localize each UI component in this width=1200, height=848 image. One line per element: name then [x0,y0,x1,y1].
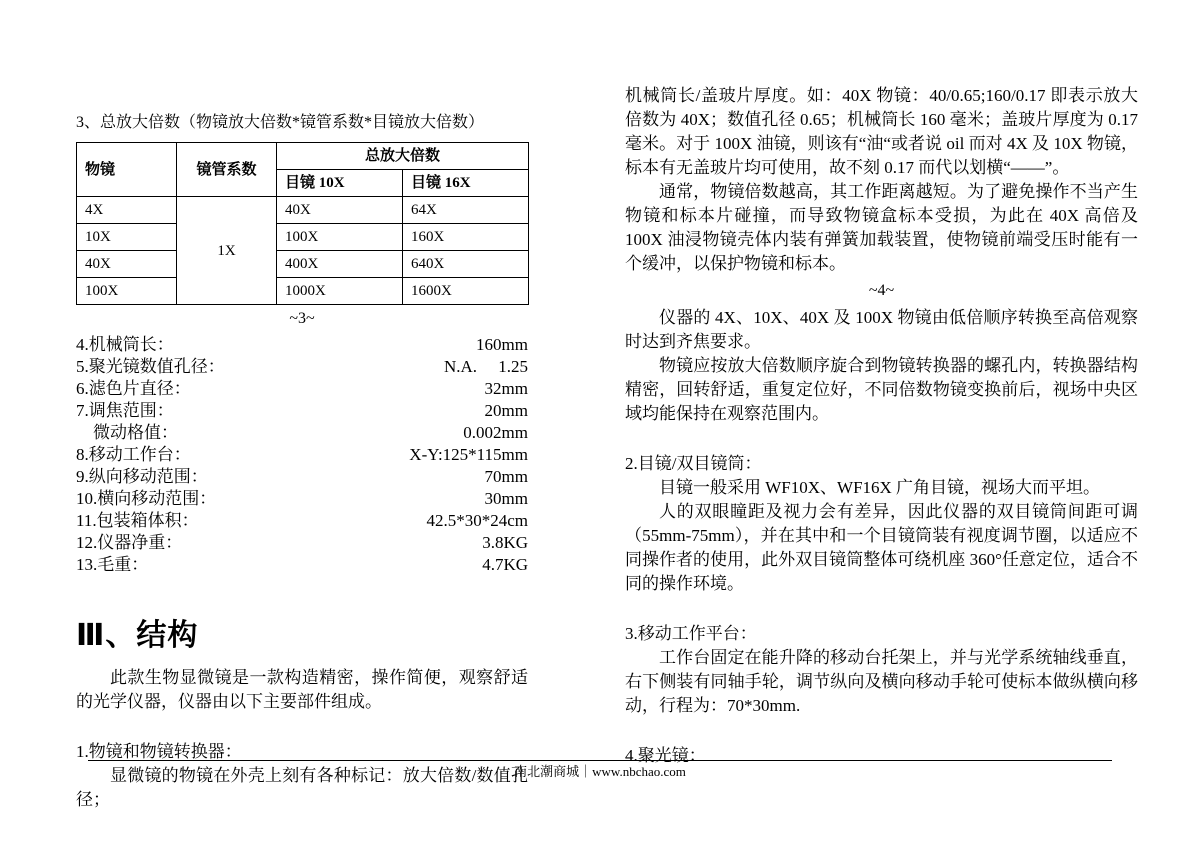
table-cell-16x: 1600X [403,278,529,305]
spec-value: 42.5*30*24cm [426,511,528,530]
spec-label: 12.仪器净重： [76,533,183,552]
table-cell-16x: 160X [403,224,529,251]
working-distance-paragraph: 通常，物镜倍数越高，其工作距离越短。为了避免操作不当产生物镜和标本片碰撞，而导致物镜盒标本受损，为此在 40X 高倍及 100X 油浸物镜壳体内装有弹簧加载装置，使物镜前端受压时能有一个缓冲，以保护物镜和标本。 [625,182,1138,273]
table-cell-10x: 400X [277,251,403,278]
header-total-magnification: 总放大倍数 [277,143,529,170]
spec-row-filter-diameter [76,378,528,400]
spec-list [76,334,528,576]
table-row [77,197,529,224]
left-column [76,112,528,812]
spec-row-condenser-na [76,356,528,378]
item3-paragraph: 工作台固定在能升降的移动台托架上，并与光学系统轴线垂直，右下侧装有同轴手轮，调节纵向及横向移动手轮可使标本做纵横向移动，行程为：70*30mm. [625,648,1138,715]
page-number-4: ~4~ [868,282,895,299]
spec-label: 微动格值： [93,423,178,442]
section-heading-structure: Ⅲ、结构 [76,619,199,652]
spec-label: 5.聚光镜数值孔径： [76,357,225,376]
spec-row-stage [76,444,528,466]
right-column [625,84,1138,768]
spec-label: 7.调焦范围： [76,401,174,420]
table-cell-tube-factor: 1X [177,197,277,305]
spec-label: 10.横向移动范围： [76,489,217,508]
page-number-3: ~3~ [289,310,315,327]
header-eyepiece-10x: 目镜 10X [277,170,403,197]
footer-site-text: 南北潮商城｜www.nbchao.com [514,764,686,779]
spec-row-transverse-range [76,488,528,510]
spec-row-box-volume [76,510,528,532]
nosepiece-paragraph: 物镜应按放大倍数顺序旋合到物镜转换器的螺孔内，转换器结构精密，回转舒适，重复定位好，不同倍数物镜变换前后，视场中央区域均能保持在观察范围内。 [625,356,1138,423]
spec-row-longitudinal-range [76,466,528,488]
spec-row-net-weight [76,532,528,554]
spec-value: 70mm [484,467,528,486]
spec-label: 13.毛重： [76,555,149,574]
spec-label: 6.滤色片直径： [76,379,191,398]
spec-value: 20mm [484,401,528,420]
spec-value: X-Y:125*115mm [409,445,528,464]
table-cell-objective: 10X [77,224,177,251]
spec-label: 11.包装箱体积： [76,511,199,530]
page-footer [88,760,1112,781]
table-cell-objective: 4X [77,197,177,224]
spec-value: 32mm [484,379,528,398]
spec-value: 4.7KG [482,555,528,574]
header-objective: 物镜 [77,143,177,197]
magnification-table-heading: 3、总放大倍数（物镜放大倍数*镜管系数*目镜放大倍数） [76,114,485,131]
table-row [77,278,529,305]
table-cell-10x: 100X [277,224,403,251]
header-eyepiece-16x: 目镜 16X [403,170,529,197]
spec-row-focus-range [76,400,528,422]
table-cell-16x: 64X [403,197,529,224]
header-tube-factor: 镜管系数 [177,143,277,197]
objective-markings-paragraph: 机械筒长/盖玻片厚度。如：40X 物镜：40/0.65;160/0.17 即表示放大倍数为 40X；数值孔径 0.65；机械筒长 160 毫米；盖玻片厚度为 0.17 毫米。对于 100X 油镜，则该有“油“或者说 oil 而对 4X 及 10X 物镜，标本有无盖玻片均可使用，故不刻 0.17 而代以划横“——”。 [625,86,1138,177]
item1-title: 1.物镜和物镜转换器： [76,742,242,761]
item2-title: 2.目镜/双目镜筒： [625,454,762,473]
table-cell-10x: 1000X [277,278,403,305]
table-header-row-1 [77,143,529,170]
spec-value: 3.8KG [482,533,528,552]
table-cell-10x: 40X [277,197,403,224]
spec-label: 9.纵向移动范围： [76,467,208,486]
item2-paragraph-1: 目镜一般采用 WF10X、WF16X 广角目镜，视场大而平坦。 [659,478,1101,497]
spec-value: 30mm [484,489,528,508]
table-row [77,251,529,278]
magnification-table [76,142,529,305]
parfocal-paragraph: 仪器的 4X、10X、40X 及 100X 物镜由低倍顺序转换至高倍观察时达到齐焦要求。 [625,308,1138,351]
structure-intro-paragraph: 此款生物显微镜是一款构造精密，操作简便，观察舒适的光学仪器，仪器由以下主要部件组成。 [76,668,528,711]
item1-paragraph: 显微镜的物镜在外壳上刻有各种标记：放大倍数/数值孔径； [76,766,528,809]
spec-value: 0.002mm [463,423,528,442]
spec-value: N.A. 1.25 [443,357,528,376]
table-cell-objective: 100X [77,278,177,305]
item4-title: 4.聚光镜： [625,746,706,765]
spec-label: 8.移动工作台： [76,445,191,464]
table-cell-objective: 40X [77,251,177,278]
table-row [77,224,529,251]
item3-title: 3.移动工作平台： [625,624,757,643]
spec-row-tube-length [76,334,528,356]
spec-value: 160mm [476,335,528,354]
spec-row-fine-division [76,422,528,444]
item2-paragraph-2: 人的双眼瞳距及视力会有差异，因此仪器的双目镜筒间距可调（55mm-75mm），并在其中和一个目镜筒装有视度调节圈，以适应不同操作者的使用，此外双目镜筒整体可绕机座 360°任意定位，适合不同的操作环境。 [625,502,1138,593]
table-cell-16x: 640X [403,251,529,278]
spec-row-gross-weight [76,554,528,576]
spec-label: 4.机械筒长： [76,335,174,354]
